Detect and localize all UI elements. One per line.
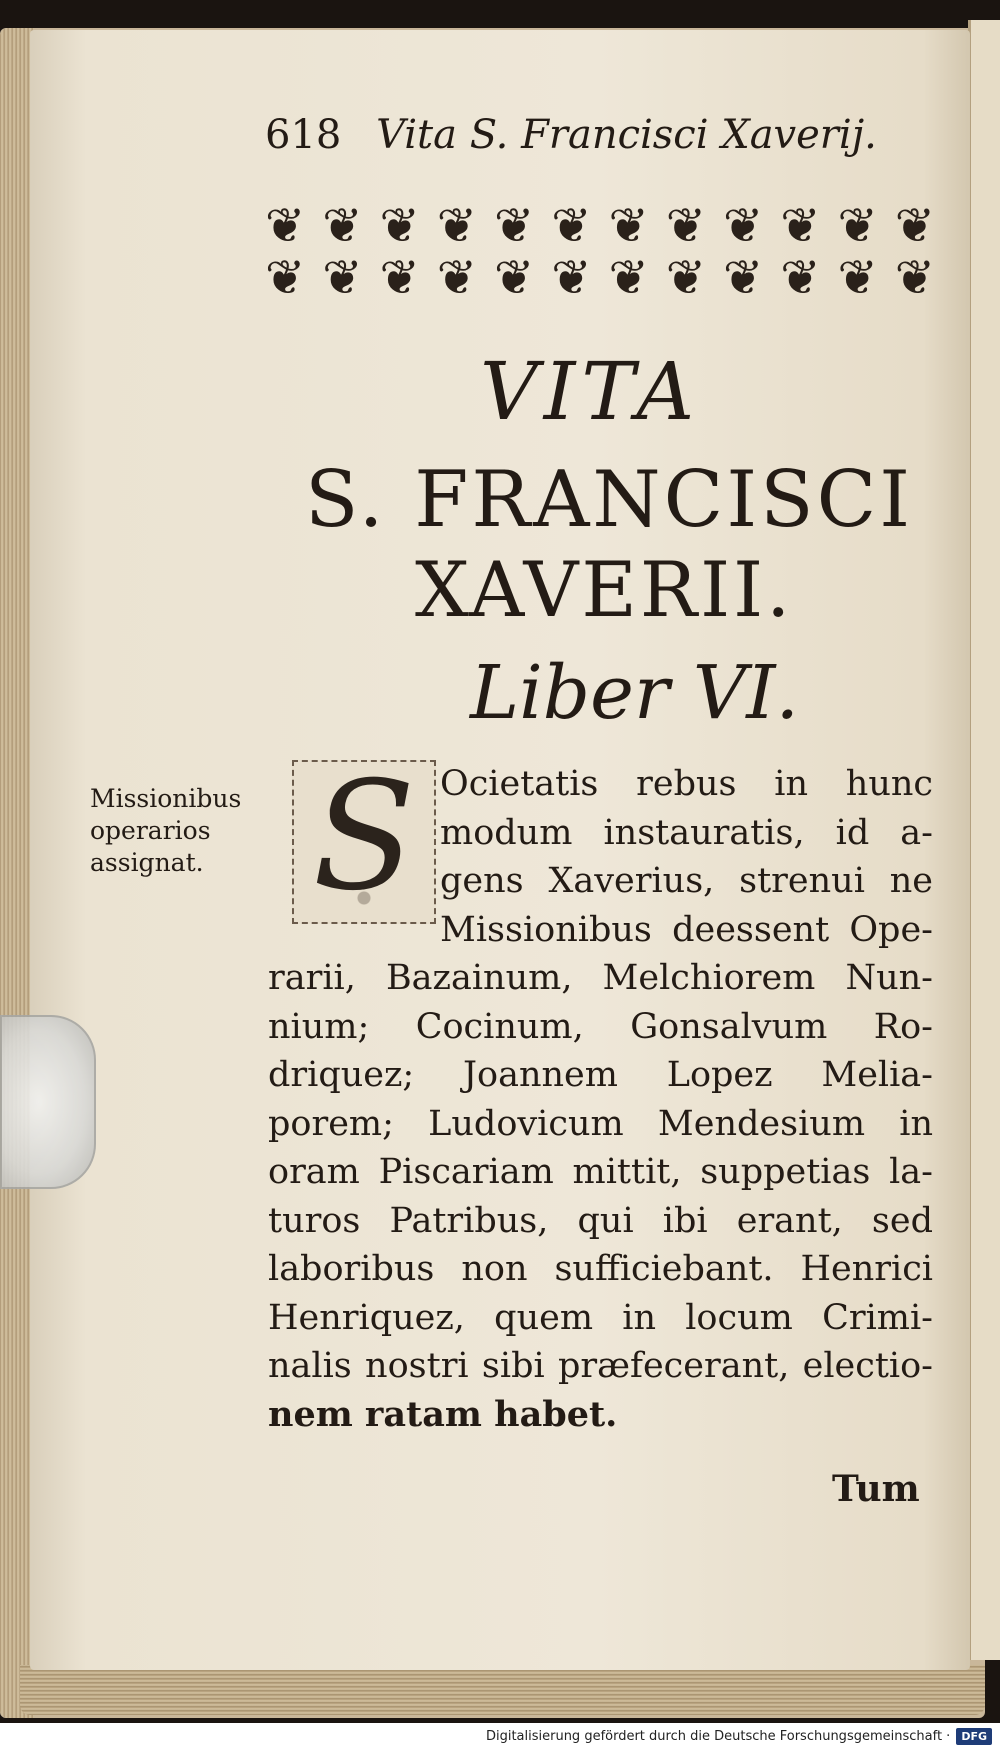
page-edges-left [0,28,34,1718]
ornament-glyph: ❦ [322,250,363,306]
running-title: Vita S. Francisci Xaverij. [376,112,877,158]
ornament-glyph: ❦ [665,198,706,254]
body-line: rarii, Bazainum, Melchiorem Nun- [268,958,933,998]
ornament-glyph: ❦ [837,250,878,306]
book-number: Liber VI. [470,650,800,736]
body-line: nem ratam habet. [268,1393,618,1435]
ornament-glyph: ❦ [665,250,706,306]
ornament-glyph: ❦ [894,198,935,254]
ornament-glyph: ❦ [837,198,878,254]
ornament-glyph: ❦ [723,198,764,254]
body-line: nium; Cocinum, Gonsalvum Ro- [268,1006,933,1047]
body-line: Henriquez, quem in locum Crimi- [268,1297,933,1338]
title-xaverii: XAVERII. [415,545,794,634]
ornament-glyph: ❦ [723,250,764,306]
body-line: nalis nostri sibi præfecerant, electio- [268,1346,933,1386]
catchword: Tum [832,1468,920,1510]
ornament-glyph: ❦ [379,250,420,306]
ornament-row-bottom [265,252,935,304]
page-edges-bottom [20,1665,985,1715]
ornament-glyph: ❦ [436,198,477,254]
margin-note-line: Missionibus [90,784,242,813]
body-line: Missionibus deessent Ope- [440,909,933,950]
body-line: driquez; Joannem Lopez Melia- [268,1055,933,1095]
body-line: turos Patribus, qui ibi erant, sed [268,1200,933,1241]
ornament-glyph: ❦ [608,250,649,306]
next-page-edge [968,20,1000,1660]
ornament-glyph: ❦ [494,198,535,254]
dfg-logo: DFG [956,1728,992,1745]
body-line: gens Xaverius, strenui ne [440,861,933,901]
footer-credit: Digitalisierung gefördert durch die Deutsche Forschungsgemeinschaft · [485,1728,951,1744]
decorated-initial: S [292,760,436,924]
ornament-glyph: ❦ [265,250,306,306]
body-text [268,760,933,1439]
ornament-glyph: ❦ [780,250,821,306]
title-vita: VITA [480,345,701,438]
page-clip [0,1015,96,1189]
body-line: oram Piscariam mittit, suppetias la- [268,1152,933,1192]
ornament-glyph: ❦ [322,198,363,254]
ornament-glyph: ❦ [436,250,477,306]
body-line: Ocietatis rebus in hunc [440,764,933,804]
ornament-glyph: ❦ [494,250,535,306]
ornament-glyph: ❦ [551,250,592,306]
running-header [265,112,877,168]
ornament-row-top [265,200,935,252]
ornament-glyph: ❦ [551,198,592,254]
ornament-band [265,200,935,310]
ornament-glyph: ❦ [894,250,935,306]
body-line: porem; Ludovicum Mendesium in [268,1103,933,1144]
title-saint-name: S. FRANCISCI [305,455,914,545]
margin-note-line: operarios [90,816,211,845]
margin-note [90,783,265,879]
page-number: 618 [265,112,342,158]
body-line: modum instauratis, id a- [440,812,933,853]
ornament-glyph: ❦ [379,198,420,254]
margin-note-line: assignat. [90,848,204,877]
ornament-glyph: ❦ [265,198,306,254]
body-line: laboribus non sufficiebant. Henrici [268,1249,933,1289]
ornament-glyph: ❦ [780,198,821,254]
digitization-footer [0,1723,1000,1749]
ornament-glyph: ❦ [608,198,649,254]
